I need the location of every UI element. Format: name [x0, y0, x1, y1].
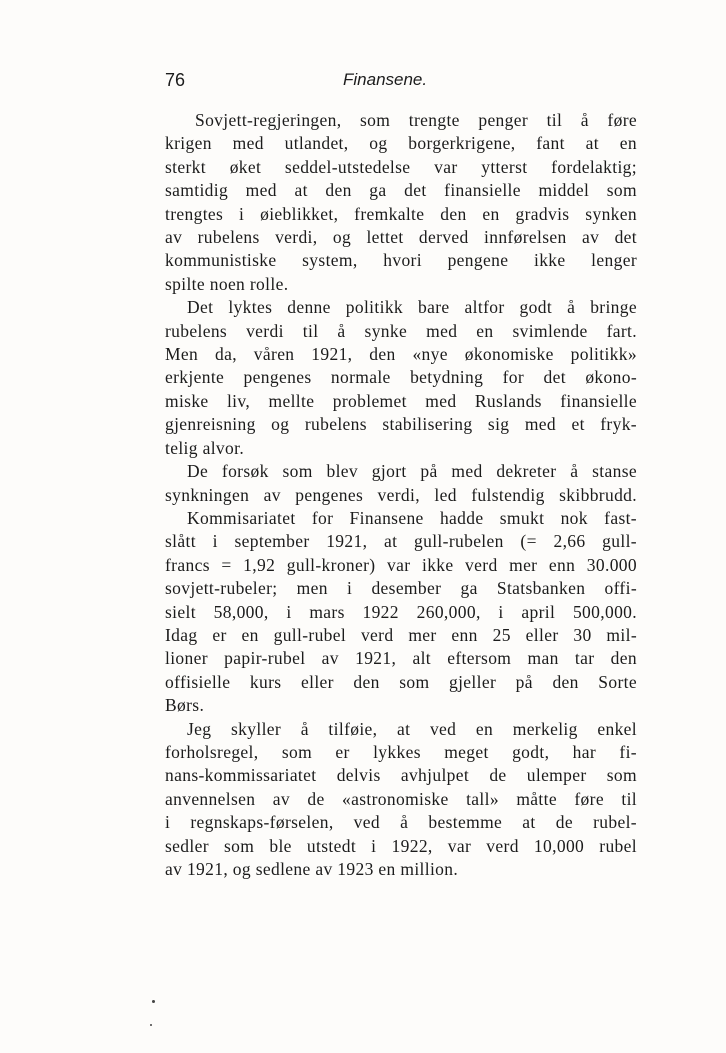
text-line: sedler som ble utstedt i 1922, var verd 10,000 rubel — [165, 835, 637, 856]
text-line: sovjett-rubeler; men i desember ga Statsbanken offi- — [165, 578, 637, 599]
text-line: anvennelsen av de «astronomiske tall» måtte føre til — [165, 788, 637, 809]
text-line: slått i september 1921, at gull-rubelen (= 2,66 gull- — [165, 531, 637, 552]
text-line: offisielle kurs eller den som gjeller på den Sorte — [165, 671, 637, 692]
body-text — [165, 109, 637, 881]
text-line: trengtes i øieblikket, fremkalte den en gradvis synken — [165, 203, 637, 224]
paragraph-4 — [165, 507, 637, 718]
running-head: Finansene. — [343, 70, 428, 89]
text-line: erkjente pengenes normale betydning for det økono- — [165, 367, 637, 388]
text-line: sterkt øket seddel-utstedelse var ytterst fordelaktig; — [165, 156, 637, 177]
text-line: Børs. — [165, 695, 205, 716]
text-line: Kommisariatet for Finansene hadde smukt nok fast- — [187, 507, 637, 528]
text-line: rubelens verdi til å synke med en svimlende fart. — [165, 320, 637, 341]
text-line: Det lyktes denne politikk bare altfor godt å bringe — [187, 297, 637, 318]
paragraph-1 — [165, 109, 637, 296]
text-line: nans-kommissariatet delvis avhjulpet de ulemper som — [165, 765, 637, 786]
text-line: Sovjett-regjeringen, som trengte penger til å føre — [195, 110, 637, 130]
paragraph-5 — [165, 718, 637, 882]
text-line: Jeg skyller å tilføie, at ved en merkelig enkel — [187, 718, 637, 739]
paper-speck — [150, 1024, 152, 1026]
text-line: Idag er en gull-rubel verd mer enn 25 eller 30 mil- — [165, 624, 637, 645]
text-line: av 1921, og sedlene av 1923 en million. — [165, 859, 459, 879]
text-line: francs = 1,92 gull-kroner) var ikke verd mer enn 30.000 — [165, 554, 637, 575]
text-line: Men da, våren 1921, den «nye økonomiske politikk» — [165, 344, 637, 365]
text-line: gjenreisning og rubelens stabilisering sig med et fryk- — [165, 414, 637, 435]
page-header — [165, 70, 637, 94]
text-line: miske liv, mellte problemet med Ruslands finansielle — [165, 390, 637, 411]
page-number: 76 — [165, 70, 186, 90]
text-line: av rubelens verdi, og lettet derved innførelsen av det — [165, 227, 637, 248]
text-line: telig alvor. — [165, 437, 245, 458]
text-line: kommunistiske system, hvori pengene ikke lenger — [165, 250, 637, 271]
text-line: samtidig med at den ga det finansielle middel som — [165, 180, 637, 201]
text-line: krigen med utlandet, og borgerkrigene, fant at en — [165, 133, 637, 154]
paragraph-2 — [165, 296, 637, 460]
text-line: i regnskaps-førselen, ved å bestemme at de rubel- — [165, 812, 637, 833]
text-line: sielt 58,000, i mars 1922 260,000, i april 500,000. — [165, 601, 637, 622]
text-line: De forsøk som blev gjort på med dekreter å stanse — [187, 461, 637, 482]
text-line: forholsregel, som er lykkes meget godt, har fi- — [165, 741, 637, 762]
text-line: spilte noen rolle. — [165, 273, 289, 294]
text-line: synkningen av pengenes verdi, led fulstendig skibbrudd. — [165, 484, 637, 505]
paper-speck — [152, 1000, 155, 1003]
text-line: lioner papir-rubel av 1921, alt eftersom man tar den — [165, 648, 637, 669]
paragraph-3 — [165, 460, 637, 507]
